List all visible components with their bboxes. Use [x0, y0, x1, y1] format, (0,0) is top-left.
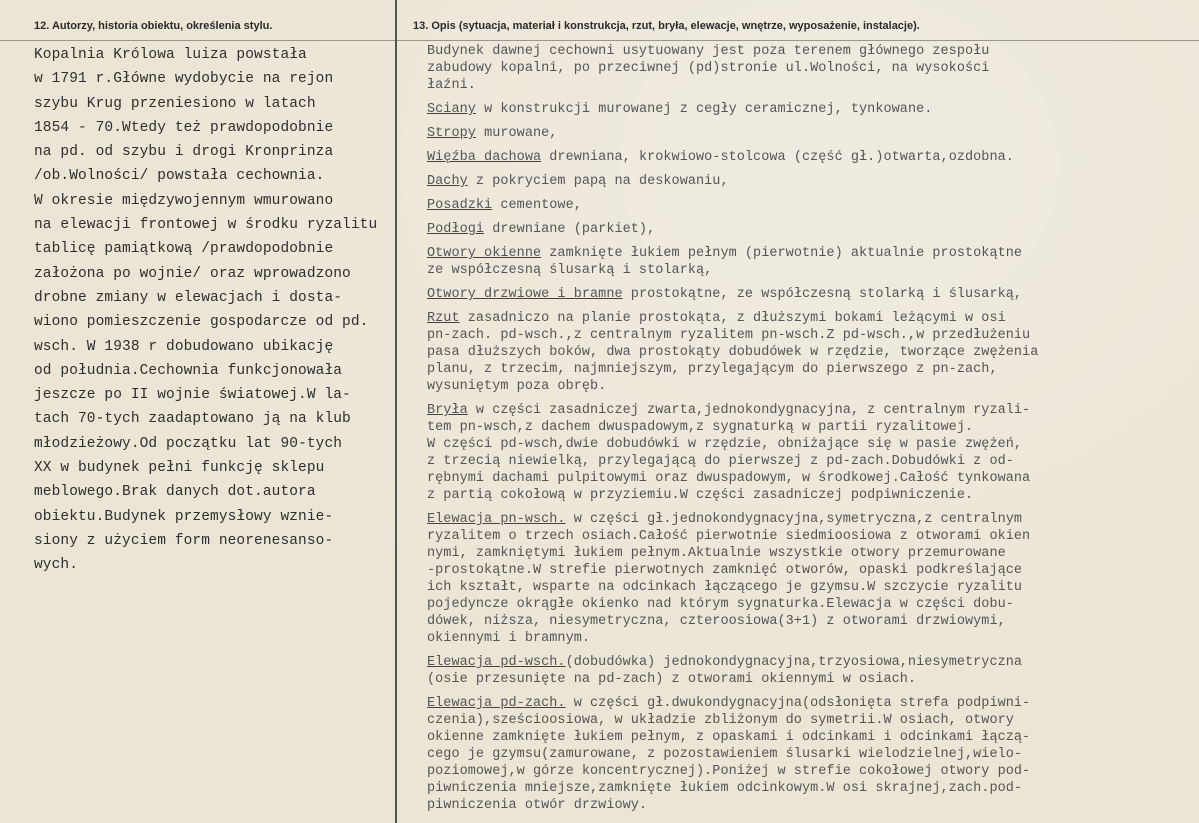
description-text: łaźni.: [427, 78, 476, 93]
description-line: [427, 344, 1192, 361]
description-line: [427, 511, 1192, 528]
description-text: pn-zach. pd-wsch.,z centralnym ryzalitem pn-wsch.Z pd-wsch.,w przedłużeniu: [427, 328, 1031, 343]
section-keyword: Stropy: [427, 126, 476, 141]
section-keyword: Otwory okienne: [427, 246, 542, 261]
history-line: założona po wojnie/ oraz wprowadzono: [34, 265, 351, 282]
section-keyword: Elewacja pd-wsch.: [427, 655, 566, 670]
description-text: w części zasadniczej zwarta,jednokondygnacyjna, z centralnym ryzali-: [467, 403, 1031, 418]
description-line: [427, 197, 1192, 214]
description-line: [427, 361, 1192, 378]
description-line: [427, 797, 1192, 814]
description-line: [427, 671, 1192, 688]
history-line: szybu Krug przeniesiono w latach: [34, 95, 316, 112]
history-line: 1854 - 70.Wtedy też prawdopodobnie: [34, 119, 334, 136]
history-line: jeszcze po II wojnie światowej.W la-: [34, 387, 351, 404]
description-text: planu, z trzecim, najmniejszym, przylegającym do pierwszego z pn-zach,: [427, 362, 998, 377]
paragraph-gap: [427, 190, 1192, 197]
description-text: -prostokątne.W strefie pierwotnych zamknięć otworów, opaski podkreślające: [427, 563, 1023, 578]
description-line: [427, 149, 1192, 166]
paragraph-gap: [427, 504, 1192, 511]
description-text: okienne zamknięte łukiem pełnym, z opaskami i odcinkami i odcinkami łączą-: [427, 730, 1031, 745]
description-line: [427, 729, 1192, 746]
description-line: [427, 245, 1192, 262]
description-text: okiennymi i bramnym.: [427, 631, 591, 646]
paragraph-gap: [427, 279, 1192, 286]
description-text: (osie przesunięte na pd-zach) z otworami okiennymi w osiach.: [427, 672, 917, 687]
paragraph-gap: [427, 118, 1192, 125]
description-text: czenia),sześcioosiowa, w układzie zbliżonym do symetrii.W osiach, otwory: [427, 713, 1014, 728]
description-text: W części pd-wsch,dwie dobudówki w rzędzie, obniżające się w pasie zwężeń,: [427, 437, 1023, 452]
description-text: poziomowej,w górze koncentrycznej).Poniżej w strefie cokołowej otwory pod-: [427, 764, 1031, 779]
description-text: w konstrukcji murowanej z cegły ceramicznej, tynkowane.: [475, 102, 933, 117]
description-line: [427, 327, 1192, 344]
history-line: tablicę pamiątkową /prawdopodobnie: [34, 241, 334, 258]
paragraph-gap: [427, 303, 1192, 310]
description-line: [427, 402, 1192, 419]
section-keyword: Bryła: [427, 403, 468, 418]
description-text: rębnymi dachami pulpitowymi oraz dwuspadowym, w środkowej.Całość tynkowana: [427, 471, 1031, 486]
description-text: nymi, zamkniętymi łukiem pełnym.Aktualnie wszystkie otwory przemurowane: [427, 546, 1006, 561]
history-line: siony z użyciem form neorenesanso-: [34, 532, 334, 549]
header-rule: [0, 40, 1199, 41]
column-divider: [395, 0, 397, 823]
history-line: Kopalnia Królowa luiza powstała: [34, 47, 307, 63]
paragraph-gap: [427, 142, 1192, 149]
description-text: piwniczenia otwór drzwiowy.: [427, 798, 648, 813]
history-line: od południa.Cechownia funkcjonowała: [34, 362, 343, 379]
section-keyword: Sciany: [427, 102, 476, 117]
description-line: [427, 630, 1192, 647]
description-line: [427, 173, 1192, 190]
section-keyword: Więźba dachowa: [427, 150, 542, 165]
description-line: [427, 310, 1192, 327]
history-line: młodzieżowy.Od początku lat 90-tych: [34, 435, 343, 452]
description-line: [427, 763, 1192, 780]
description-line: [427, 579, 1192, 596]
history-line: w 1791 r.Główne wydobycie na rejon: [34, 71, 334, 88]
history-line: W okresie międzywojennym wmurowano: [34, 192, 334, 209]
description-text: ich kształt, wsparte na odcinkach łączącego je gzymsu.W szczycie ryzalitu: [427, 580, 1023, 595]
description-line: [427, 712, 1192, 729]
description-line: [427, 545, 1192, 562]
description-line: [427, 125, 1192, 142]
description-text: (dobudówka) jednokondygnacyjna,trzyosiowa,niesymetryczna: [565, 655, 1023, 670]
paragraph-gap: [427, 688, 1192, 695]
description-text: wysuniętym poza obręb.: [427, 379, 607, 394]
section-13-header: 13. Opis (sytuacja, materiał i konstrukcja, rzut, bryła, elewacje, wnętrze, wyposażenie, instalacje).: [413, 20, 920, 32]
section-keyword: Otwory drzwiowe i bramne: [427, 287, 623, 302]
description-line: [427, 780, 1192, 797]
description-text: ryzalitem o trzech osiach.Całość pierwotnie siedmioosiowa z otworami okien: [427, 529, 1031, 544]
description-line: [427, 221, 1192, 238]
description-column: [427, 43, 1192, 814]
history-line: obiektu.Budynek przemysłowy wznie-: [34, 508, 334, 525]
description-line: [427, 470, 1192, 487]
section-12-header: 12. Autorzy, historia obiektu, określenia stylu.: [34, 20, 273, 32]
history-line: XX w budynek pełni funkcję sklepu: [34, 460, 325, 477]
history-line: drobne zmiany w elewacjach i dosta-: [34, 289, 343, 306]
description-line: [427, 562, 1192, 579]
history-line: meblowego.Brak danych dot.autora: [34, 484, 316, 501]
description-line: [427, 43, 1192, 60]
description-text: dówek, niższa, niesymetryczna, czteroosiowa(3+1) z otworami drzwiowymi,: [427, 614, 1006, 629]
history-line: tach 70-tych zaadaptowano ją na klub: [34, 411, 351, 428]
description-line: [427, 654, 1192, 671]
description-line: [427, 378, 1192, 395]
description-line: [427, 613, 1192, 630]
description-text: Budynek dawnej cechowni usytuowany jest poza terenem głównego zespołu: [427, 44, 990, 59]
description-line: [427, 453, 1192, 470]
section-keyword: Elewacja pd-zach.: [427, 696, 566, 711]
section-keyword: Rzut: [427, 311, 460, 326]
description-text: piwniczenia mniejsze,zamknięte łukiem odcinkowym.W osi skrajnej,zach.pod-: [427, 781, 1023, 796]
paragraph-gap: [427, 166, 1192, 173]
description-text: tem pn-wsch,z dachem dwuspadowym,z sygnaturką w partii ryzalitowej.: [427, 420, 974, 435]
description-text: cego je gzymsu(zamurowane, z pozostawieniem ślusarki wielodzielnej,wielo-: [427, 747, 1023, 762]
description-text: prostokątne, ze współczesną stolarką i ślusarką,: [622, 287, 1023, 302]
paragraph-gap: [427, 214, 1192, 221]
description-line: [427, 60, 1192, 77]
description-text: w części gł.jednokondygnacyjna,symetryczna,z centralnym: [565, 512, 1023, 527]
paragraph-gap: [427, 94, 1192, 101]
paragraph-gap: [427, 238, 1192, 245]
description-text: z pokryciem papą na deskowaniu,: [467, 174, 729, 189]
description-text: w części gł.dwukondygnacyjna(odsłonięta strefa podpiwni-: [565, 696, 1031, 711]
description-text: pasa dłuższych boków, dwa prostokąty dobudówek w rzędzie, tworzące zwężenia: [427, 345, 1039, 360]
section-keyword: Podłogi: [427, 222, 485, 237]
history-line: wsch. W 1938 r dobudowano ubikację: [34, 338, 334, 355]
description-text: z partią cokołową w przyziemiu.W części zasadniczej podpiwniczenie.: [427, 488, 974, 503]
description-text: z trzecią niewielką, przylegającą do pierwszej z pd-zach.Dobudówki z od-: [427, 454, 1014, 469]
section-keyword: Posadzki: [427, 198, 493, 213]
history-line: na pd. od szybu i drogi Kronprinza: [34, 144, 334, 161]
section-keyword: Dachy: [427, 174, 468, 189]
history-line: /ob.Wolności/ powstała cechownia.: [34, 168, 325, 185]
section-keyword: Elewacja pn-wsch.: [427, 512, 566, 527]
description-text: drewniane (parkiet),: [484, 222, 656, 237]
description-line: [427, 695, 1192, 712]
description-line: [427, 77, 1192, 94]
paragraph-gap: [427, 647, 1192, 654]
history-column: [34, 43, 394, 578]
description-text: murowane,: [475, 126, 558, 141]
history-line: na elewacji frontowej w środku ryzalitu: [34, 217, 378, 234]
description-line: [427, 262, 1192, 279]
description-text: zabudowy kopalni, po przeciwnej (pd)stronie ul.Wolności, na wysokości: [427, 61, 990, 76]
description-line: [427, 419, 1192, 436]
description-line: [427, 596, 1192, 613]
description-text: zamknięte łukiem pełnym (pierwotnie) aktualnie prostokątne: [541, 246, 1023, 261]
description-text: zasadniczo na planie prostokąta, z dłuższymi bokami leżącymi w osi: [459, 311, 1006, 326]
description-line: [427, 286, 1192, 303]
description-line: [427, 746, 1192, 763]
paragraph-gap: [427, 395, 1192, 402]
history-line: wych.: [34, 557, 79, 574]
description-text: pojedyncze okrągłe okienko nad którym sygnaturka.Elewacja w części dobu-: [427, 597, 1014, 612]
description-text: cementowe,: [492, 198, 582, 213]
description-line: [427, 528, 1192, 545]
history-line: wiono pomieszczenie gospodarcze od pd.: [34, 314, 369, 331]
description-text: drewniana, krokwiowo-stolcowa (część gł.)otwarta,ozdobna.: [541, 150, 1014, 165]
description-line: [427, 101, 1192, 118]
description-text: ze współczesną ślusarką i stolarką,: [427, 263, 713, 278]
description-line: [427, 487, 1192, 504]
description-line: [427, 436, 1192, 453]
